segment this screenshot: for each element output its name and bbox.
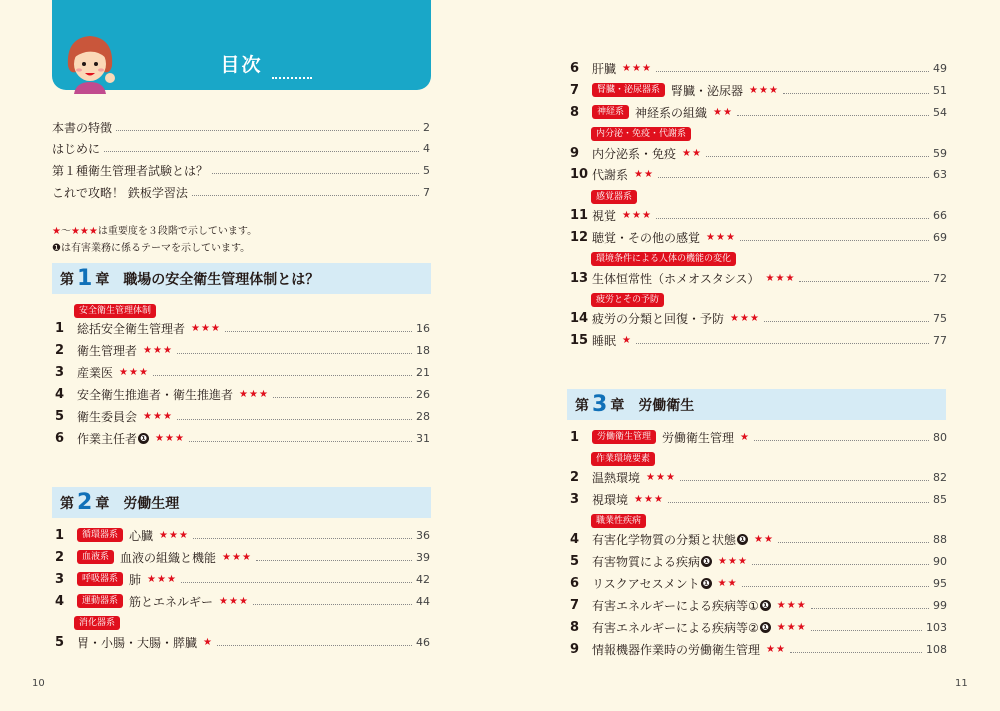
category-badge: 消化器系 bbox=[74, 616, 120, 630]
category-badge: 労働衛生管理 bbox=[592, 430, 656, 444]
toc-row[interactable] bbox=[570, 58, 947, 78]
toc-row[interactable] bbox=[55, 428, 430, 448]
toc-row[interactable] bbox=[55, 569, 430, 589]
toc-row[interactable] bbox=[570, 80, 947, 100]
chapter-number: 3 bbox=[592, 392, 608, 417]
importance-stars: ★★ bbox=[713, 106, 733, 118]
item-title: 視環境 bbox=[592, 492, 629, 507]
toc-row[interactable] bbox=[570, 617, 947, 637]
star-icon: ★ bbox=[52, 226, 61, 237]
item-number: 10 bbox=[570, 166, 589, 182]
hazard-icon: ❶ bbox=[52, 243, 61, 254]
item-number: 6 bbox=[570, 60, 580, 76]
item-title: 情報機器作業時の労働衛生管理 bbox=[592, 642, 761, 657]
leader-dots bbox=[740, 240, 929, 241]
leader-dots bbox=[636, 343, 929, 344]
page-ref: 16 bbox=[416, 321, 430, 335]
item-title: 生体恒常性（ホメオスタシス） bbox=[592, 271, 760, 286]
leader-dots bbox=[764, 321, 929, 322]
item-title: 産業医 bbox=[77, 365, 114, 380]
importance-stars: ★★★ bbox=[718, 555, 748, 567]
item-number: 12 bbox=[570, 229, 589, 245]
leader-dots bbox=[253, 604, 412, 605]
leader-dots bbox=[799, 281, 929, 282]
leader-dots bbox=[181, 582, 412, 583]
item-number: 9 bbox=[570, 641, 580, 657]
leader-dots bbox=[783, 93, 929, 94]
hazard-icon: ❶ bbox=[701, 556, 712, 567]
toc-row[interactable] bbox=[55, 362, 430, 382]
item-number: 8 bbox=[570, 619, 580, 635]
leader-dots bbox=[192, 195, 419, 196]
item-number: 5 bbox=[55, 634, 65, 650]
toc-row[interactable] bbox=[570, 268, 947, 288]
item-title: 神経系の組織 bbox=[635, 105, 708, 120]
item-title: 総括安全衛生管理者 bbox=[77, 321, 186, 336]
leader-dots bbox=[656, 218, 929, 219]
importance-stars: ★★ bbox=[717, 577, 738, 589]
item-title: 作業主任者 bbox=[77, 431, 138, 446]
item-number: 1 bbox=[570, 429, 580, 445]
item-number: 3 bbox=[55, 364, 65, 380]
intro-title: これで攻略！ 鉄板学習法 bbox=[52, 185, 188, 200]
chapter-prefix: 第 bbox=[575, 397, 589, 414]
importance-stars: ★★★ bbox=[776, 599, 807, 611]
importance-stars: ★★★ bbox=[622, 62, 652, 74]
toc-row[interactable] bbox=[570, 205, 947, 225]
leader-dots bbox=[116, 130, 419, 131]
importance-stars: ★★★ bbox=[239, 388, 269, 400]
page-ref: 80 bbox=[933, 430, 947, 444]
star-icon: ★★★ bbox=[70, 226, 98, 237]
leader-dots bbox=[177, 419, 412, 420]
leader-dots bbox=[668, 502, 929, 503]
page-ref: 69 bbox=[933, 230, 947, 244]
page-ref: 54 bbox=[933, 105, 947, 119]
chapter-suffix: 章 bbox=[610, 397, 625, 414]
importance-stars: ★★ bbox=[682, 147, 702, 159]
chapter-suffix: 章 bbox=[95, 271, 110, 288]
hazard-icon: ❶ bbox=[760, 600, 771, 611]
leader-dots bbox=[217, 645, 412, 646]
leader-dots bbox=[656, 71, 929, 72]
toc-row[interactable] bbox=[570, 308, 947, 328]
item-number: 14 bbox=[570, 310, 589, 326]
importance-stars: ★★★ bbox=[222, 551, 252, 563]
page-ref: 51 bbox=[933, 83, 947, 97]
page-number: 10 bbox=[32, 678, 45, 689]
importance-stars: ★★ bbox=[754, 533, 774, 545]
item-number: 15 bbox=[570, 332, 589, 348]
page-ref: 4 bbox=[423, 141, 430, 155]
item-number: 6 bbox=[570, 575, 580, 591]
toc-intro-row[interactable] bbox=[52, 138, 430, 158]
chapter-prefix: 第 bbox=[60, 495, 74, 512]
item-number: 2 bbox=[55, 549, 65, 565]
item-number: 13 bbox=[570, 270, 589, 286]
category-badge: 循環器系 bbox=[77, 528, 123, 542]
chapter-number: 2 bbox=[77, 490, 93, 515]
item-number: 1 bbox=[55, 320, 65, 336]
leader-dots bbox=[754, 440, 929, 441]
item-number: 8 bbox=[570, 104, 580, 120]
leader-dots bbox=[189, 441, 412, 442]
importance-stars: ★★★ bbox=[706, 231, 736, 243]
chapter-title: 労働衛生 bbox=[638, 397, 695, 414]
importance-stars: ★★★ bbox=[159, 529, 189, 541]
item-title: 衛生委員会 bbox=[77, 409, 138, 424]
page-ref: 108 bbox=[926, 642, 947, 656]
item-title: 温熱環境 bbox=[592, 470, 641, 485]
page-ref: 72 bbox=[933, 271, 947, 285]
category-badge: 内分泌・免疫・代謝系 bbox=[591, 127, 691, 141]
category-badge: 神経系 bbox=[592, 105, 629, 119]
leader-dots bbox=[742, 586, 929, 587]
toc-row[interactable] bbox=[55, 632, 430, 652]
page-ref: 44 bbox=[416, 594, 430, 608]
page-ref: 77 bbox=[933, 333, 947, 347]
page-ref: 7 bbox=[423, 185, 430, 199]
category-badge: 血液系 bbox=[77, 550, 114, 564]
leader-dots bbox=[658, 177, 929, 178]
hazard-icon: ❶ bbox=[760, 622, 771, 633]
item-title: 血液の組織と機能 bbox=[120, 550, 217, 565]
page-ref: 49 bbox=[933, 61, 947, 75]
chapter-title: 職場の安全衛生管理体制とは？ bbox=[123, 271, 320, 288]
chapter-title: 労働生理 bbox=[123, 495, 180, 512]
toc-intro-row[interactable] bbox=[52, 160, 430, 180]
importance-stars: ★★★ bbox=[776, 621, 807, 633]
importance-stars: ★★★ bbox=[646, 471, 676, 483]
page-ref: 90 bbox=[933, 554, 947, 568]
toc-row[interactable] bbox=[55, 318, 430, 338]
page-ref: 18 bbox=[416, 343, 430, 357]
leader-dots bbox=[104, 151, 419, 152]
item-number: 2 bbox=[570, 469, 580, 485]
importance-stars: ★★★ bbox=[119, 366, 149, 378]
item-title: 労働衛生管理 bbox=[662, 430, 735, 445]
leader-dots bbox=[680, 480, 929, 481]
hazard-icon: ❶ bbox=[138, 433, 149, 444]
page-ref: 42 bbox=[416, 572, 430, 586]
category-badge: 安全衛生管理体制 bbox=[74, 304, 156, 318]
page-ref: 36 bbox=[416, 528, 430, 542]
item-title: 衛生管理者 bbox=[77, 343, 138, 358]
importance-stars: ★★ bbox=[634, 168, 654, 180]
leader-dots bbox=[225, 331, 412, 332]
page-ref: 63 bbox=[933, 167, 947, 181]
leader-dots bbox=[212, 173, 419, 174]
intro-title: 第１種衛生管理者試験とは？ bbox=[52, 163, 209, 178]
item-number: 11 bbox=[570, 207, 589, 223]
toc-intro-row[interactable] bbox=[52, 182, 430, 202]
leader-dots bbox=[256, 560, 412, 561]
item-number: 5 bbox=[55, 408, 65, 424]
page-number: 11 bbox=[955, 678, 968, 689]
page-ref: 21 bbox=[416, 365, 430, 379]
toc-row[interactable] bbox=[570, 330, 947, 350]
legend-text: は重要度を３段階で示しています。 bbox=[97, 226, 258, 237]
toc-row[interactable] bbox=[55, 340, 430, 360]
mascot-illustration bbox=[58, 30, 122, 94]
item-title: 心臓 bbox=[129, 528, 154, 543]
page-ref: 5 bbox=[423, 163, 430, 177]
toc-row[interactable] bbox=[570, 489, 947, 509]
item-title: 代謝系 bbox=[592, 167, 629, 182]
right-page bbox=[500, 0, 1000, 711]
toc-row[interactable] bbox=[570, 427, 947, 447]
item-title: 肝臓 bbox=[592, 61, 617, 76]
category-badge: 疲労とその予防 bbox=[591, 293, 664, 307]
chapter-suffix: 章 bbox=[95, 495, 110, 512]
page-ref: 82 bbox=[933, 470, 947, 484]
importance-stars: ★★★ bbox=[622, 209, 652, 221]
toc-row[interactable] bbox=[570, 529, 947, 549]
category-badge: 職業性疾病 bbox=[591, 514, 646, 528]
title-underline bbox=[272, 77, 312, 79]
item-number: 9 bbox=[570, 145, 580, 161]
leader-dots bbox=[790, 652, 922, 653]
toc-row[interactable] bbox=[570, 164, 947, 184]
page-ref: 28 bbox=[416, 409, 430, 423]
category-badge: 環境条件による人体の機能の変化 bbox=[591, 252, 736, 266]
item-number: 7 bbox=[570, 82, 580, 98]
importance-stars: ★ bbox=[203, 636, 213, 648]
category-badge: 運動器系 bbox=[77, 594, 123, 608]
importance-stars: ★★ bbox=[766, 643, 786, 655]
toc-row[interactable] bbox=[55, 547, 430, 567]
page-ref: 85 bbox=[933, 492, 947, 506]
leader-dots bbox=[273, 397, 412, 398]
leader-dots bbox=[193, 538, 412, 539]
importance-stars: ★★★ bbox=[191, 322, 221, 334]
item-number: 1 bbox=[55, 527, 65, 543]
importance-stars: ★★★ bbox=[143, 344, 173, 356]
importance-stars: ★★★ bbox=[749, 84, 779, 96]
importance-stars: ★★★ bbox=[219, 595, 249, 607]
toc-row[interactable] bbox=[570, 227, 947, 247]
item-title: 有害エネルギーによる疾病等② bbox=[592, 620, 759, 635]
chapter-prefix: 第 bbox=[60, 271, 74, 288]
toc-row[interactable] bbox=[570, 143, 947, 163]
toc-row[interactable] bbox=[55, 591, 430, 611]
importance-stars: ★★★ bbox=[143, 410, 173, 422]
hazard-icon: ❶ bbox=[737, 534, 748, 545]
item-title: 腎臓・泌尿器 bbox=[671, 83, 744, 98]
leader-dots bbox=[811, 630, 922, 631]
page-title: 目次 bbox=[220, 54, 263, 76]
chapter-1-heading[interactable] bbox=[52, 263, 431, 294]
item-title: 筋とエネルギー bbox=[129, 594, 214, 609]
page-ref: 103 bbox=[926, 620, 947, 634]
chapter-2-heading[interactable] bbox=[52, 487, 431, 518]
item-number: 7 bbox=[570, 597, 580, 613]
importance-stars: ★★★ bbox=[730, 312, 760, 324]
page-ref: 75 bbox=[933, 311, 947, 325]
page-ref: 26 bbox=[416, 387, 430, 401]
toc-intro-row[interactable] bbox=[52, 117, 430, 137]
item-number: 4 bbox=[55, 386, 65, 402]
toc-row[interactable] bbox=[570, 573, 947, 593]
importance-stars: ★★★ bbox=[155, 432, 185, 444]
leader-dots bbox=[706, 156, 929, 157]
importance-stars: ★★★ bbox=[765, 272, 796, 284]
item-title: 内分泌系・免疫 bbox=[592, 146, 677, 161]
toc-row[interactable] bbox=[570, 595, 947, 615]
importance-stars: ★ bbox=[740, 431, 750, 443]
toc-row[interactable] bbox=[55, 525, 430, 545]
item-title: 有害化学物質の分類と状態 bbox=[592, 532, 737, 547]
legend-tilde: ～ bbox=[60, 226, 71, 237]
item-title: 安全衛生推進者・衛生推進者 bbox=[77, 387, 234, 402]
item-number: 4 bbox=[55, 593, 65, 609]
legend-line-stars bbox=[52, 222, 257, 237]
importance-stars: ★★★ bbox=[147, 573, 177, 585]
category-badge: 感覚器系 bbox=[591, 190, 637, 204]
page-ref: 46 bbox=[416, 635, 430, 649]
item-title: 肺 bbox=[129, 572, 142, 587]
importance-stars: ★ bbox=[622, 334, 632, 346]
item-title: 有害エネルギーによる疾病等① bbox=[592, 598, 759, 613]
page-ref: 95 bbox=[933, 576, 947, 590]
intro-title: はじめに bbox=[52, 141, 101, 156]
toc-row[interactable] bbox=[570, 467, 947, 487]
chapter-number: 1 bbox=[77, 266, 93, 291]
page-ref: 88 bbox=[933, 532, 947, 546]
item-title: 聴覚・その他の感覚 bbox=[592, 230, 701, 245]
category-badge: 呼吸器系 bbox=[77, 572, 123, 586]
item-title: リスクアセスメント bbox=[592, 576, 700, 591]
legend-text: は有害業務に係るテーマを示しています。 bbox=[60, 243, 251, 254]
category-badge: 作業環境要素 bbox=[591, 452, 655, 466]
chapter-3-heading[interactable] bbox=[567, 389, 946, 420]
leader-dots bbox=[153, 375, 412, 376]
page-ref: 99 bbox=[933, 598, 947, 612]
item-title: 疲労の分類と回復・予防 bbox=[592, 311, 725, 326]
toc-row[interactable] bbox=[570, 551, 947, 571]
item-title: 有害物質による疾病 bbox=[592, 554, 701, 569]
leader-dots bbox=[811, 608, 929, 609]
page-ref: 39 bbox=[416, 550, 430, 564]
toc-row[interactable] bbox=[55, 384, 430, 404]
item-number: 2 bbox=[55, 342, 65, 358]
page-ref: 66 bbox=[933, 208, 947, 222]
item-title: 睡眠 bbox=[592, 333, 617, 348]
item-title: 胃・小腸・大腸・膵臓 bbox=[77, 635, 198, 650]
page-ref: 2 bbox=[423, 120, 430, 134]
toc-row[interactable] bbox=[570, 102, 947, 122]
leader-dots bbox=[737, 115, 929, 116]
item-title: 視覚 bbox=[592, 208, 617, 223]
toc-row[interactable] bbox=[55, 406, 430, 426]
importance-stars: ★★★ bbox=[634, 493, 664, 505]
category-badge: 腎臓・泌尿器系 bbox=[592, 83, 665, 97]
item-number: 3 bbox=[570, 491, 580, 507]
legend-line-hazard bbox=[52, 239, 250, 254]
toc-row[interactable] bbox=[570, 639, 947, 659]
intro-title: 本書の特徴 bbox=[52, 120, 113, 135]
page-ref: 31 bbox=[416, 431, 430, 445]
hazard-icon: ❶ bbox=[701, 578, 712, 589]
item-number: 4 bbox=[570, 531, 580, 547]
leader-dots bbox=[752, 564, 929, 565]
leader-dots bbox=[778, 542, 929, 543]
page-ref: 59 bbox=[933, 146, 947, 160]
item-number: 6 bbox=[55, 430, 65, 446]
item-number: 3 bbox=[55, 571, 65, 587]
item-number: 5 bbox=[570, 553, 580, 569]
leader-dots bbox=[177, 353, 412, 354]
